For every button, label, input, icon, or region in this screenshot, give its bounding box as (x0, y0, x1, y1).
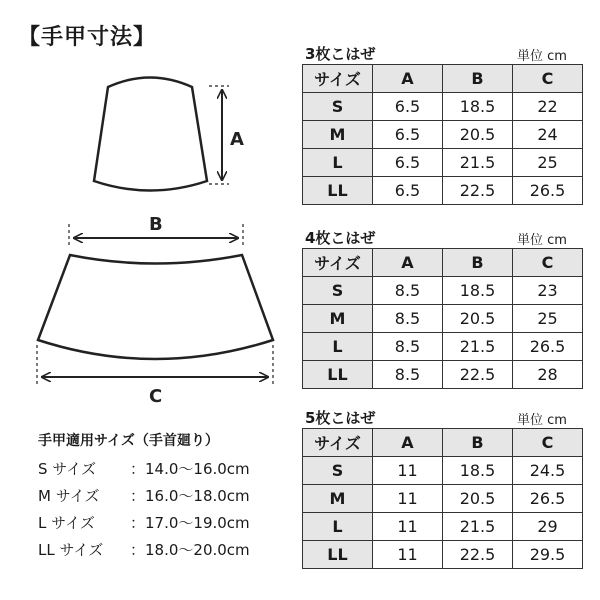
fan-shape (38, 255, 273, 359)
size-cell: M (303, 305, 373, 333)
value-cell: 20.5 (443, 121, 513, 149)
label-b: B (149, 214, 163, 235)
cup-shape (94, 78, 207, 191)
value-cell: 6.5 (373, 93, 443, 121)
fit-size-name: S サイズ (38, 460, 97, 478)
table-unit-5: 単位 cm (517, 413, 567, 428)
value-cell: 8.5 (373, 277, 443, 305)
header-c: C (513, 429, 583, 457)
fit-size-name: L サイズ (38, 514, 95, 532)
size-cell: L (303, 513, 373, 541)
size-cell: S (303, 93, 373, 121)
value-cell: 11 (373, 541, 443, 569)
fit-size-row (38, 539, 250, 560)
value-cell: 21.5 (443, 149, 513, 177)
table-row (303, 305, 583, 333)
value-cell: 29.5 (513, 541, 583, 569)
table-unit-4: 単位 cm (517, 233, 567, 248)
fit-size-row (38, 458, 250, 479)
header-a: A (373, 249, 443, 277)
header-b: B (443, 429, 513, 457)
table-row (303, 93, 583, 121)
table-row (303, 121, 583, 149)
value-cell: 18.5 (443, 93, 513, 121)
page-title: 【手甲寸法】 (18, 25, 157, 50)
value-cell: 21.5 (443, 513, 513, 541)
table-header-row (303, 249, 583, 277)
size-cell: L (303, 149, 373, 177)
size-cell: M (303, 121, 373, 149)
table-row (303, 277, 583, 305)
table-row (303, 541, 583, 569)
table-title-3: 3枚こはぜ (305, 45, 376, 63)
value-cell: 20.5 (443, 485, 513, 513)
table-row (303, 513, 583, 541)
value-cell: 6.5 (373, 149, 443, 177)
value-cell: 11 (373, 513, 443, 541)
value-cell: 28 (513, 361, 583, 389)
fit-size-range: ：18.0〜20.0cm (130, 541, 250, 559)
label-c: C (149, 386, 163, 407)
value-cell: 26.5 (513, 485, 583, 513)
header-c: C (513, 65, 583, 93)
value-cell: 6.5 (373, 177, 443, 205)
value-cell: 29 (513, 513, 583, 541)
fit-size-row (38, 512, 250, 533)
header-size: サイズ (303, 65, 373, 93)
value-cell: 18.5 (443, 277, 513, 305)
value-cell: 22.5 (443, 361, 513, 389)
value-cell: 22.5 (443, 541, 513, 569)
fit-size-name: LL サイズ (38, 541, 104, 559)
header-size: サイズ (303, 429, 373, 457)
size-cell: LL (303, 361, 373, 389)
size-cell: M (303, 485, 373, 513)
table-header-row (303, 429, 583, 457)
fit-size-title: 手甲適用サイズ（手首廻り） (38, 433, 219, 449)
table-title-4: 4枚こはぜ (305, 229, 376, 247)
fit-size-row (38, 485, 250, 506)
size-table-3 (302, 64, 583, 205)
value-cell: 24 (513, 121, 583, 149)
table-header-row (303, 65, 583, 93)
value-cell: 11 (373, 457, 443, 485)
header-size: サイズ (303, 249, 373, 277)
value-cell: 25 (513, 149, 583, 177)
table-row (303, 485, 583, 513)
tekko-diagram (0, 0, 300, 420)
size-cell: LL (303, 541, 373, 569)
value-cell: 23 (513, 277, 583, 305)
header-b: B (443, 249, 513, 277)
fit-size-range: ：16.0〜18.0cm (130, 487, 250, 505)
size-cell: S (303, 277, 373, 305)
value-cell: 22 (513, 93, 583, 121)
fit-size-range: ：17.0〜19.0cm (130, 514, 250, 532)
fit-size-name: M サイズ (38, 487, 100, 505)
value-cell: 8.5 (373, 361, 443, 389)
fit-size-range: ：14.0〜16.0cm (130, 460, 250, 478)
table-title-5: 5枚こはぜ (305, 409, 376, 427)
size-table-5 (302, 428, 583, 569)
size-table-4 (302, 248, 583, 389)
header-c: C (513, 249, 583, 277)
table-row (303, 361, 583, 389)
value-cell: 18.5 (443, 457, 513, 485)
label-a: A (230, 129, 244, 150)
table-unit-3: 単位 cm (517, 49, 567, 64)
size-cell: LL (303, 177, 373, 205)
value-cell: 21.5 (443, 333, 513, 361)
header-a: A (373, 429, 443, 457)
value-cell: 8.5 (373, 333, 443, 361)
value-cell: 22.5 (443, 177, 513, 205)
value-cell: 20.5 (443, 305, 513, 333)
size-cell: L (303, 333, 373, 361)
size-cell: S (303, 457, 373, 485)
value-cell: 25 (513, 305, 583, 333)
value-cell: 8.5 (373, 305, 443, 333)
header-b: B (443, 65, 513, 93)
value-cell: 11 (373, 485, 443, 513)
table-row (303, 457, 583, 485)
header-a: A (373, 65, 443, 93)
value-cell: 24.5 (513, 457, 583, 485)
table-row (303, 333, 583, 361)
value-cell: 26.5 (513, 333, 583, 361)
value-cell: 26.5 (513, 177, 583, 205)
value-cell: 6.5 (373, 121, 443, 149)
table-row (303, 177, 583, 205)
table-row (303, 149, 583, 177)
